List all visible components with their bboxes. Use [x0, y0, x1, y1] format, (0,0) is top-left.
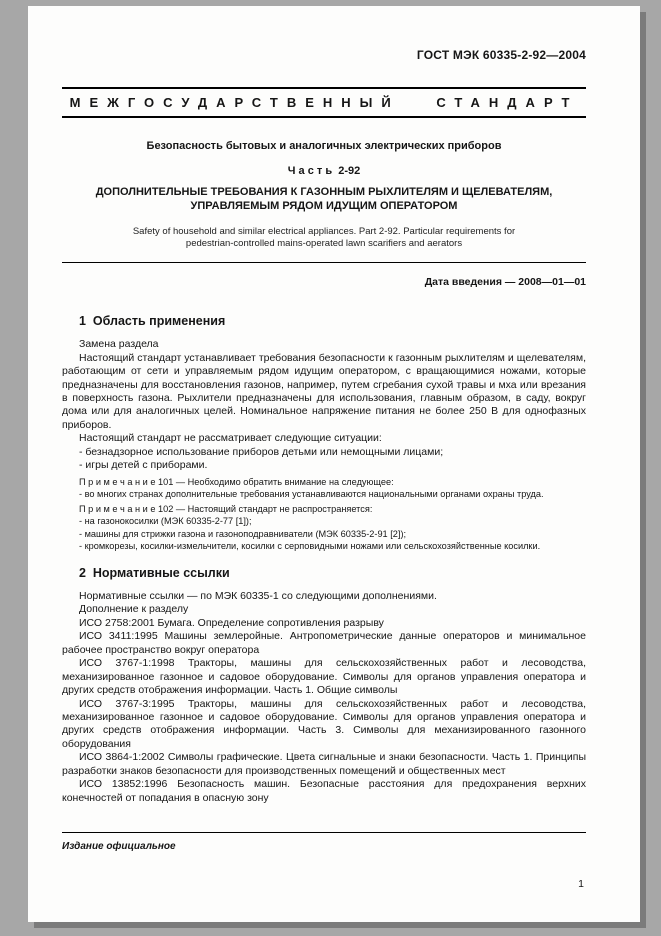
- section-1-heading: 1 Область применения: [79, 314, 226, 329]
- scope-paragraph: Настоящий стандарт устанавливает требования безопасности к газонным рыхлителям и щелевателям, работающим от сети и управляемым рядом идущим оператором, с вращающимися ножами, которые предназначены для восстановления газонов, например, путем сгребания сухой травы и мха или врезания в поверхность газона. Рыхлители предназначены для использования, главным образом, в саду, вокруг дома или для аналогичных целей. Номинальное напряжение питания не более 250 В для однофазных приборов.: [62, 351, 586, 431]
- note-list-item: - машины для стрижки газона и газоноподравниватели (МЭК 60335-2-91 [2]);: [79, 528, 407, 539]
- introduction-date: Дата введения — 2008—01—01: [424, 276, 586, 289]
- standard-type-text: МЕЖГОСУДАРСТВЕННЫЙ СТАНДАРТ: [69, 95, 579, 110]
- note-list-item: - на газонокосилки (МЭК 60335-2-77 [1]);: [79, 516, 252, 527]
- normative-refs-intro: Нормативные ссылки — по МЭК 60335-1 со следующими дополнениями.: [79, 590, 437, 602]
- reference-item: ИСО 2758:2001 Бумага. Определение сопротивления разрыву: [79, 616, 384, 629]
- addition-note: Дополнение к разделу: [79, 603, 189, 616]
- standard-type-band: [62, 87, 586, 118]
- page-number: 1: [578, 878, 584, 890]
- document-page: [28, 6, 640, 922]
- official-edition-label: Издание официальное: [62, 841, 176, 852]
- title-divider: [62, 262, 586, 263]
- document-subtitle: ДОПОЛНИТЕЛЬНЫЕ ТРЕБОВАНИЯ К ГАЗОННЫМ РЫХЛИТЕЛЯМ И ЩЕЛЕВАТЕЛЯМ, УПРАВЛЯЕМЫМ РЯДОМ ИДУЩИМ ОПЕРАТОРОМ: [95, 186, 553, 213]
- section-2-heading: 2 Нормативные ссылки: [79, 566, 230, 580]
- document-title-en: Safety of household and similar electrical appliances. Part 2-92. Particular requirements for pedestrian-controlled mains-operated lawn scarifiers and aerators: [132, 225, 516, 250]
- reference-item: ИСО 3767-3:1995 Тракторы, машины для сельскохозяйственных работ и лесоводства, механизированное газонное и садовое оборудование. Символы для органов управления оператора и других средств отображения информации. Часть 3. Символы для механизированного газонного оборудования: [62, 697, 586, 750]
- note-list-item: - во многих странах дополнительные требования устанавливаются национальными органами охраны труда.: [79, 488, 544, 499]
- note-102: П р и м е ч а н и е 102 — Настоящий стандарт не распространяется:: [79, 504, 373, 515]
- list-item: - безнадзорное использование приборов детьми или немощными лицами;: [79, 445, 444, 458]
- replaced-section-note: Замена раздела: [79, 338, 159, 351]
- footer-divider: [62, 832, 586, 833]
- document-title-ru: Безопасность бытовых и аналогичных электрических приборов: [146, 140, 502, 152]
- reference-item: ИСО 3767-1:1998 Тракторы, машины для сельскохозяйственных работ и лесоводства, механизированное газонное и садовое оборудование. Символы для органов управления оператора и других средств отображения информации. Часть 1. Общие символы: [62, 657, 586, 697]
- note-list-item: - кромкорезы, косилки-измельчители, косилки с серповидными ножами или сельскохозяйственные косилки.: [79, 540, 541, 551]
- note-101: П р и м е ч а н и е 101 — Необходимо обратить внимание на следующее:: [79, 476, 394, 487]
- reference-item: ИСО 3864-1:2002 Символы графические. Цвета сигнальные и знаки безопасности. Часть 1. Принципы разработки знаков безопасности для производственных помещений и общественных мест: [62, 751, 586, 777]
- exclusions-intro: Настоящий стандарт не рассматривает следующие ситуации:: [79, 432, 382, 445]
- part-label: Ч а с т ь 2-92: [287, 165, 361, 177]
- doc-number: ГОСТ МЭК 60335-2-92—2004: [416, 48, 586, 62]
- reference-item: ИСО 13852:1996 Безопасность машин. Безопасные расстояния для предохранения верхних конечностей от попадания в опасную зону: [62, 778, 586, 804]
- reference-item: ИСО 3411:1995 Машины землеройные. Антропометрические данные операторов и минимальное рабочее пространство вокруг оператора: [62, 630, 586, 656]
- list-item: - игры детей с приборами.: [79, 459, 208, 472]
